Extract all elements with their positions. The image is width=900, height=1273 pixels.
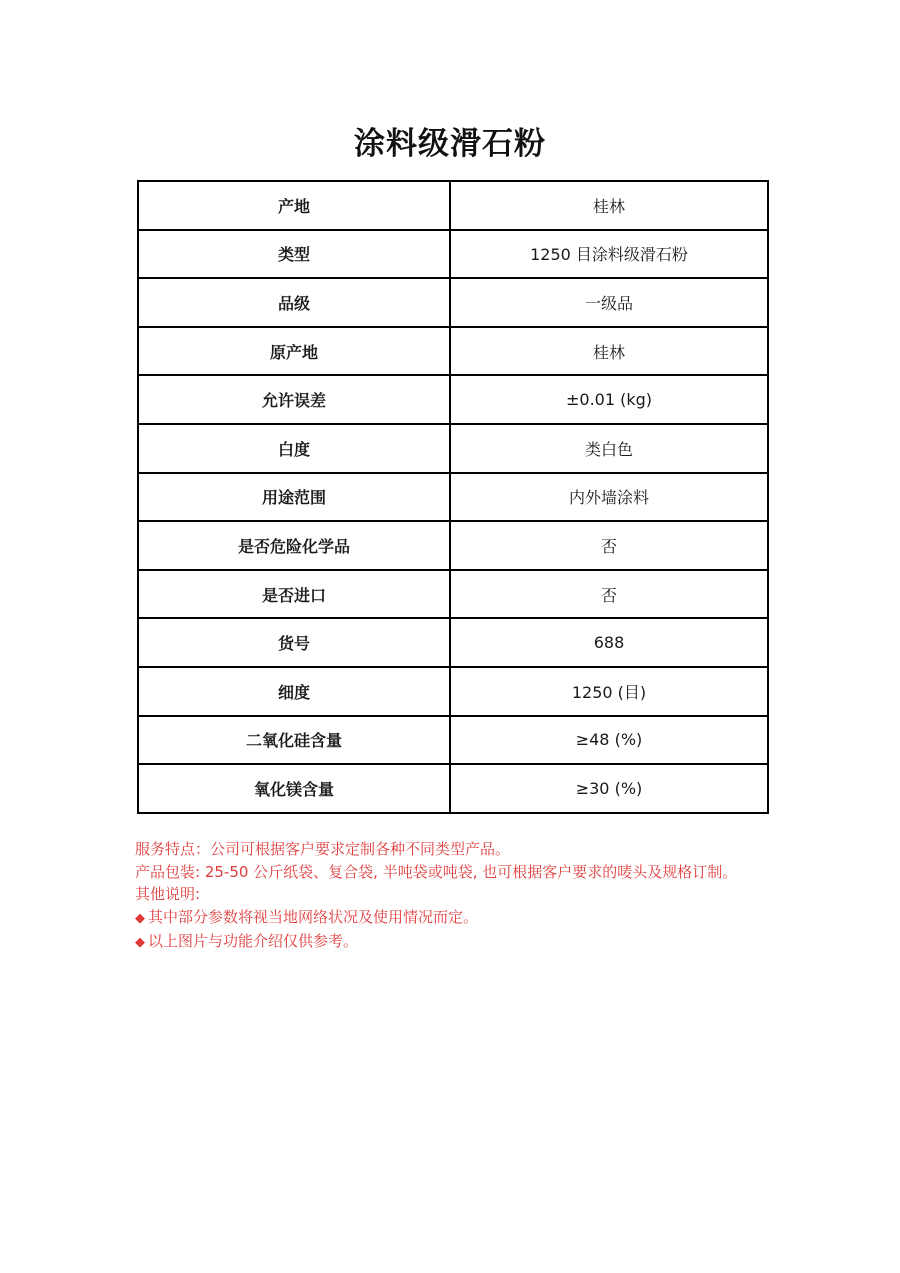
spec-label: 原产地: [138, 327, 450, 376]
spec-value: ≥48 (%): [450, 716, 768, 765]
spec-value: 否: [450, 521, 768, 570]
spec-value: 688: [450, 618, 768, 667]
table-row: [138, 667, 768, 716]
spec-value: 一级品: [450, 278, 768, 327]
spec-label: 允许误差: [138, 375, 450, 424]
table-row: [138, 473, 768, 522]
table-row: [138, 181, 768, 230]
spec-value: 内外墙涂料: [450, 473, 768, 522]
table-row: [138, 327, 768, 376]
note-packaging-line: 产品包装: 25-50 公斤纸袋、复合袋, 半吨袋或吨袋, 也可根据客户要求的唛头及规格订制。: [135, 862, 738, 881]
spec-table-body: [138, 181, 768, 813]
spec-value: ±0.01 (kg): [450, 375, 768, 424]
note-service-line: 服务特点：公司可根据客户要求定制各种不同类型产品。: [135, 840, 511, 858]
note-bullet-line: [135, 906, 815, 931]
spec-label: 二氧化硅含量: [138, 716, 450, 765]
note-bullet-text: 其中部分参数将视当地网络状况及使用情况而定。: [148, 907, 479, 926]
table-row: [138, 375, 768, 424]
table-row: [138, 716, 768, 765]
note-other-heading: 其他说明:: [135, 885, 201, 904]
spec-value: 否: [450, 570, 768, 619]
spec-label: 是否进口: [138, 570, 450, 619]
table-row: [138, 618, 768, 667]
table-row: [138, 424, 768, 473]
diamond-icon: ◆: [135, 935, 145, 951]
spec-label: 品级: [138, 278, 450, 327]
spec-value: 桂林: [450, 327, 768, 376]
spec-label: 白度: [138, 424, 450, 473]
spec-label: 产地: [138, 181, 450, 230]
table-row: [138, 521, 768, 570]
spec-value: 类白色: [450, 424, 768, 473]
spec-label: 类型: [138, 230, 450, 279]
spec-label: 货号: [138, 618, 450, 667]
spec-label: 用途范围: [138, 473, 450, 522]
table-row: [138, 570, 768, 619]
spec-label: 细度: [138, 667, 450, 716]
note-bullet-text: 以上图片与功能介绍仅供参考。: [148, 932, 359, 951]
table-row: [138, 764, 768, 813]
spec-label: 是否危险化学品: [138, 521, 450, 570]
spec-value: 桂林: [450, 181, 768, 230]
spec-value: 1250 目涂料级滑石粉: [450, 230, 768, 279]
diamond-icon: ◆: [135, 910, 145, 926]
note-bullet-line: [135, 930, 815, 955]
spec-label: 氧化镁含量: [138, 764, 450, 813]
table-row: [138, 278, 768, 327]
page-title: 涂料级滑石粉: [354, 126, 546, 162]
spec-value: 1250 (目): [450, 667, 768, 716]
spec-value: ≥30 (%): [450, 764, 768, 813]
table-row: [138, 230, 768, 279]
notes-section: [135, 838, 815, 955]
product-spec-table: [137, 180, 769, 814]
